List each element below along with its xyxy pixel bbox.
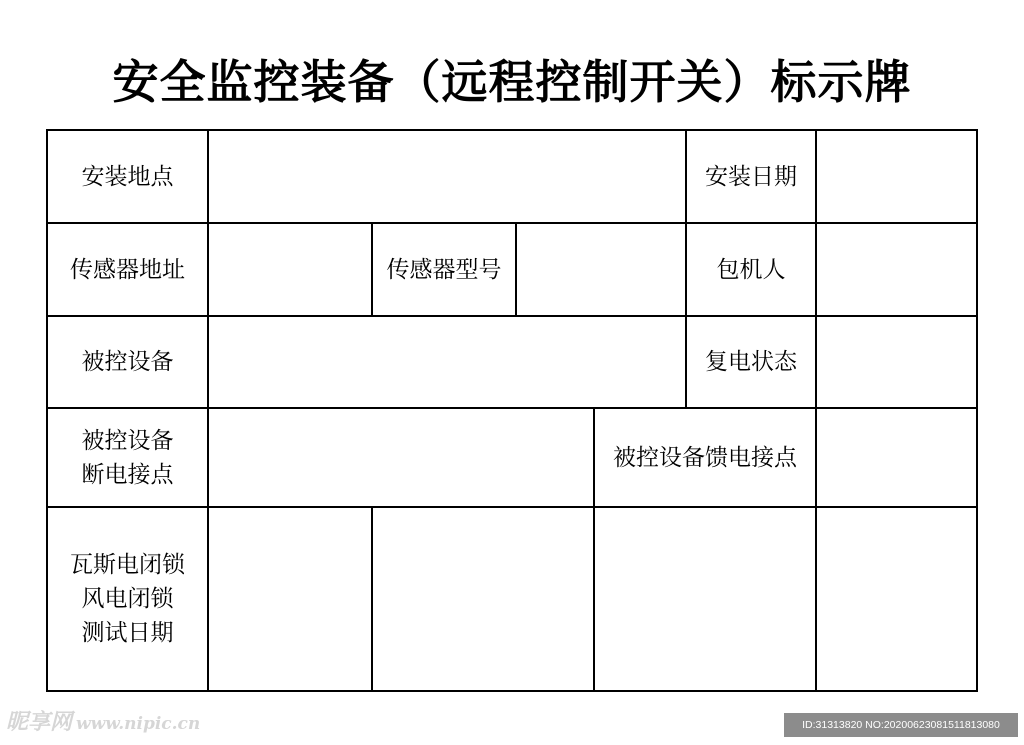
power-restore-state-value xyxy=(817,317,976,407)
sensor-address-value xyxy=(209,224,371,315)
install-location-value xyxy=(209,131,685,222)
controlled-device-feedback-label: 被控设备馈电接点 xyxy=(613,444,797,471)
sensor-address-label: 传感器地址 xyxy=(70,256,185,283)
lock-test-cell xyxy=(373,508,593,690)
lock-test-date-label: 瓦斯电闭锁 风电闭锁 测试日期 xyxy=(70,552,185,646)
watermark-site: www.nipic.cn xyxy=(76,714,201,734)
lock-test-cell xyxy=(209,508,371,690)
sensor-model-value xyxy=(517,224,685,315)
responsible-person-value xyxy=(817,224,976,315)
sensor-model-label: 传感器型号 xyxy=(386,256,502,283)
power-restore-state-label: 复电状态 xyxy=(705,349,797,375)
watermark-brand xyxy=(6,705,200,736)
lock-test-cell xyxy=(595,508,815,690)
controlled-device-value xyxy=(209,317,685,407)
label-board-table xyxy=(46,129,978,692)
controlled-device-label: 被控设备 xyxy=(81,349,174,375)
controlled-device-cutoff-label: 被控设备 断电接点 xyxy=(81,427,174,488)
install-location-label: 安装地点 xyxy=(81,163,174,190)
install-date-label: 安装日期 xyxy=(705,163,797,190)
responsible-person-label: 包机人 xyxy=(716,256,786,283)
lock-test-cell xyxy=(817,508,976,690)
controlled-device-cutoff-value xyxy=(209,409,593,506)
watermark-id: ID:31313820 NO:20200623081511813080 xyxy=(784,713,1018,737)
controlled-device-feedback-value xyxy=(817,409,976,506)
page-title: 安全监控装备（远程控制开关）标示牌 xyxy=(112,55,912,109)
watermark-brand-name: 昵享网 xyxy=(6,709,73,735)
install-date-value xyxy=(817,131,976,222)
